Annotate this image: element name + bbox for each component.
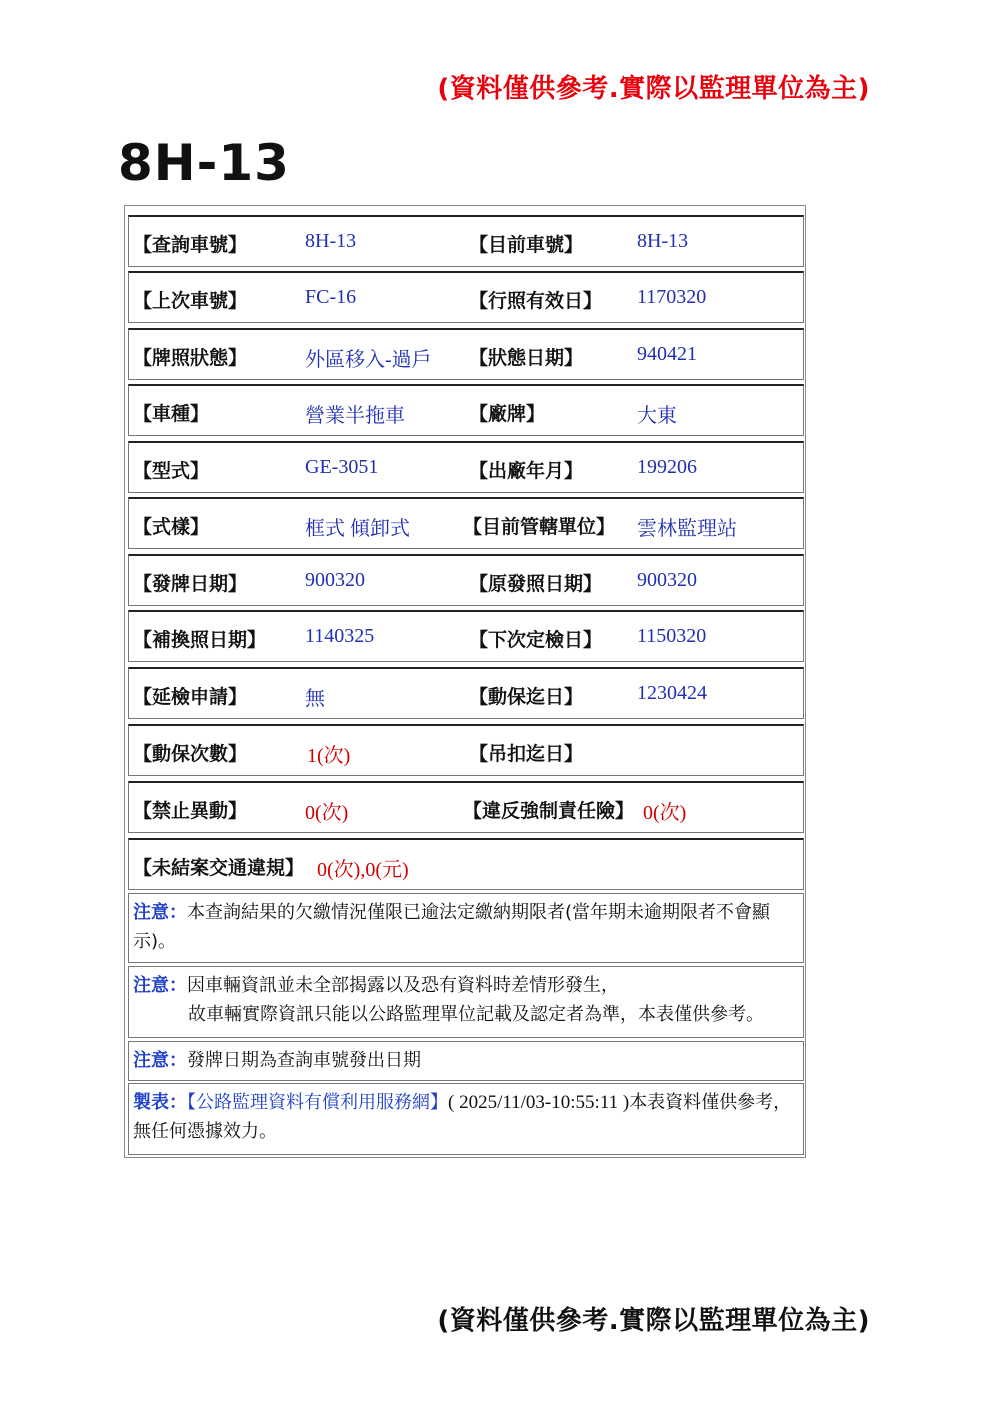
- field-value: 0(次),0(元): [317, 859, 409, 881]
- field-row: [128, 667, 804, 719]
- field-value: 框式 傾卸式: [305, 518, 410, 540]
- field-value: 900320: [637, 569, 697, 591]
- field-value: 0(次): [305, 802, 349, 824]
- field-label: 【動保迄日】: [469, 686, 584, 708]
- field-value: FC-16: [305, 286, 357, 308]
- field-row: [128, 554, 804, 606]
- note-label: 注意：: [133, 902, 187, 923]
- note-label: 注意：: [133, 1050, 187, 1071]
- field-row: [128, 328, 804, 380]
- note-3: [128, 1041, 804, 1081]
- field-value: 大東: [637, 405, 677, 427]
- field-value: 1140325: [305, 625, 375, 647]
- field-value: 外區移入-過戶: [305, 349, 432, 371]
- field-value: 0(次): [643, 802, 687, 824]
- field-label: 【原發照日期】: [469, 573, 603, 595]
- field-label: 【車種】: [133, 403, 210, 425]
- field-row: [128, 497, 804, 549]
- field-label: 【行照有效日】: [469, 290, 603, 312]
- field-value: 營業半拖車: [305, 405, 405, 427]
- field-row: [128, 384, 804, 436]
- field-label: 【出廠年月】: [469, 460, 584, 482]
- field-label: 【違反強制責任險】: [463, 800, 635, 822]
- field-label: 【廠牌】: [469, 403, 546, 425]
- field-label: 【動保次數】: [133, 743, 248, 765]
- field-row: [128, 781, 804, 833]
- field-value: 無: [305, 688, 325, 710]
- note-text: 本查詢結果的欠繳情況僅限已逾法定繳納期限者(當年期未逾期限者不會顯示)。: [133, 902, 771, 952]
- field-label: 【延檢申請】: [133, 686, 248, 708]
- field-value: 8H-13: [305, 230, 357, 252]
- page-title: 8H-13: [118, 134, 290, 192]
- field-value: 1(次): [307, 745, 351, 767]
- disclaimer-bottom: (資料僅供參考.實際以監理單位為主): [437, 1306, 870, 1336]
- footer-text: 本表資料僅供參考，無任何憑據效力。: [133, 1092, 792, 1142]
- note-1: [128, 893, 804, 963]
- field-row: [128, 610, 804, 662]
- unsettled-violations-row: [128, 838, 804, 890]
- field-label: 【下次定檢日】: [469, 629, 603, 651]
- field-label: 【查詢車號】: [133, 234, 248, 256]
- field-label: 【禁止異動】: [133, 800, 248, 822]
- field-label: 【目前車號】: [469, 234, 584, 256]
- note-text-line2: 故車輛實際資訊只能以公路監理單位記載及認定者為準，本表僅供參考。: [188, 1004, 764, 1025]
- footer-note: [128, 1083, 804, 1155]
- timestamp: ( 2025/11/03-10:55:11 ): [448, 1092, 630, 1113]
- field-value: 1230424: [637, 682, 707, 704]
- field-value: 1150320: [637, 625, 707, 647]
- note-text: 發牌日期為查詢車號發出日期: [187, 1050, 421, 1071]
- field-label: 【吊扣迄日】: [469, 743, 584, 765]
- note-text-line1: 因車輛資訊並未全部揭露以及恐有資料時差情形發生，: [187, 975, 619, 996]
- field-row: [128, 215, 804, 267]
- service-link[interactable]: 【公路監理資料有償利用服務網】: [187, 1092, 448, 1113]
- field-label: 【未結案交通違規】: [133, 857, 305, 879]
- field-value: 8H-13: [637, 230, 689, 252]
- field-value: GE-3051: [305, 456, 379, 478]
- field-label: 【型式】: [133, 460, 210, 482]
- field-value: 900320: [305, 569, 365, 591]
- field-value: 1170320: [637, 286, 707, 308]
- field-label: 【狀態日期】: [469, 347, 584, 369]
- note-label: 注意：: [133, 975, 187, 996]
- field-label: 【牌照狀態】: [133, 347, 248, 369]
- field-value: 199206: [637, 456, 697, 478]
- field-label: 【式樣】: [133, 516, 210, 538]
- field-row: [128, 271, 804, 323]
- disclaimer-top: (資料僅供參考.實際以監理單位為主): [437, 74, 870, 104]
- field-label: 【上次車號】: [133, 290, 248, 312]
- field-label: 【目前管轄單位】: [463, 516, 616, 538]
- field-row: [128, 441, 804, 493]
- note-2: [128, 966, 804, 1038]
- field-value: 940421: [637, 343, 697, 365]
- field-value: 雲林監理站: [637, 518, 737, 540]
- field-label: 【發牌日期】: [133, 573, 248, 595]
- field-label: 【補換照日期】: [133, 629, 267, 651]
- field-row: [128, 724, 804, 776]
- footer-label: 製表：: [133, 1092, 187, 1113]
